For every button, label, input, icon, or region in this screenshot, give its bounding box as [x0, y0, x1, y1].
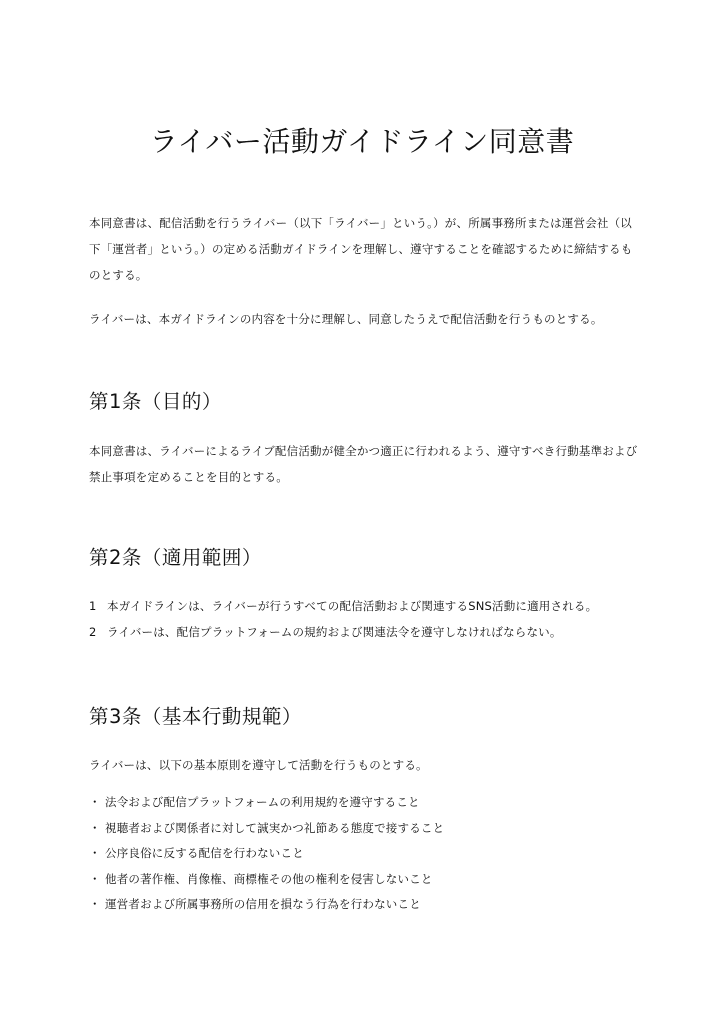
- list-item: [89, 841, 649, 867]
- item-text: 視聴者および関係者に対して誠実かつ礼節ある態度で接すること: [105, 820, 445, 835]
- item-text: 法令および配信プラットフォームの利用規約を遵守すること: [105, 795, 420, 809]
- list-item: [89, 619, 649, 645]
- list-item: [89, 867, 649, 893]
- article-2-list: [89, 593, 649, 645]
- item-text: 他者の著作権、肖像権、商標権その他の権利を侵害しないこと: [105, 871, 433, 886]
- article-3-lead: ライバーは、以下の基本原則を遵守して活動を行うものとする。: [89, 758, 428, 772]
- item-text: 本ガイドラインは、ライバーが行うすべての配信活動および関連するSNS活動に適用される。: [107, 599, 598, 613]
- item-text: ライバーは、配信プラットフォームの規約および関連法令を遵守しなければならない。: [107, 625, 562, 639]
- bullet-mark: ・: [89, 820, 101, 835]
- document-title: ライバー活動ガイドライン同意書: [149, 125, 575, 158]
- article-2-heading: 第2条（適用範囲）: [89, 546, 262, 569]
- item-number: 2: [89, 625, 97, 639]
- bullet-mark: ・: [89, 871, 101, 886]
- intro-paragraph-1: 本同意書は、配信活動を行うライバー（以下「ライバー」という。）が、所属事務所または運営会社（以下「運営者」という。）の定める活動ガイドラインを理解し、遵守することを確認するために締結するものとする。: [89, 216, 633, 282]
- item-number: 1: [89, 599, 97, 613]
- article-1-heading: 第1条（目的）: [89, 390, 222, 413]
- item-text: 公序良俗に反する配信を行わないこと: [105, 846, 304, 860]
- list-item: [89, 790, 649, 816]
- list-item: [89, 593, 649, 619]
- bullet-mark: ・: [89, 846, 101, 860]
- bullet-mark: ・: [89, 897, 101, 911]
- item-text: 運営者および所属事務所の信用を損なう行為を行わないこと: [105, 897, 421, 911]
- article-3-heading: 第3条（基本行動規範）: [89, 705, 302, 728]
- article-3-list: [89, 790, 649, 918]
- list-item: [89, 892, 649, 918]
- bullet-mark: ・: [89, 795, 101, 809]
- list-item: [89, 816, 649, 842]
- intro-paragraph-2: ライバーは、本ガイドラインの内容を十分に理解し、同意したうえで配信活動を行うものとする。: [89, 312, 603, 326]
- article-1-body: 本同意書は、ライバーによるライブ配信活動が健全かつ適正に行われるよう、遵守すべき行動基準および禁止事項を定めることを目的とする。: [89, 444, 638, 484]
